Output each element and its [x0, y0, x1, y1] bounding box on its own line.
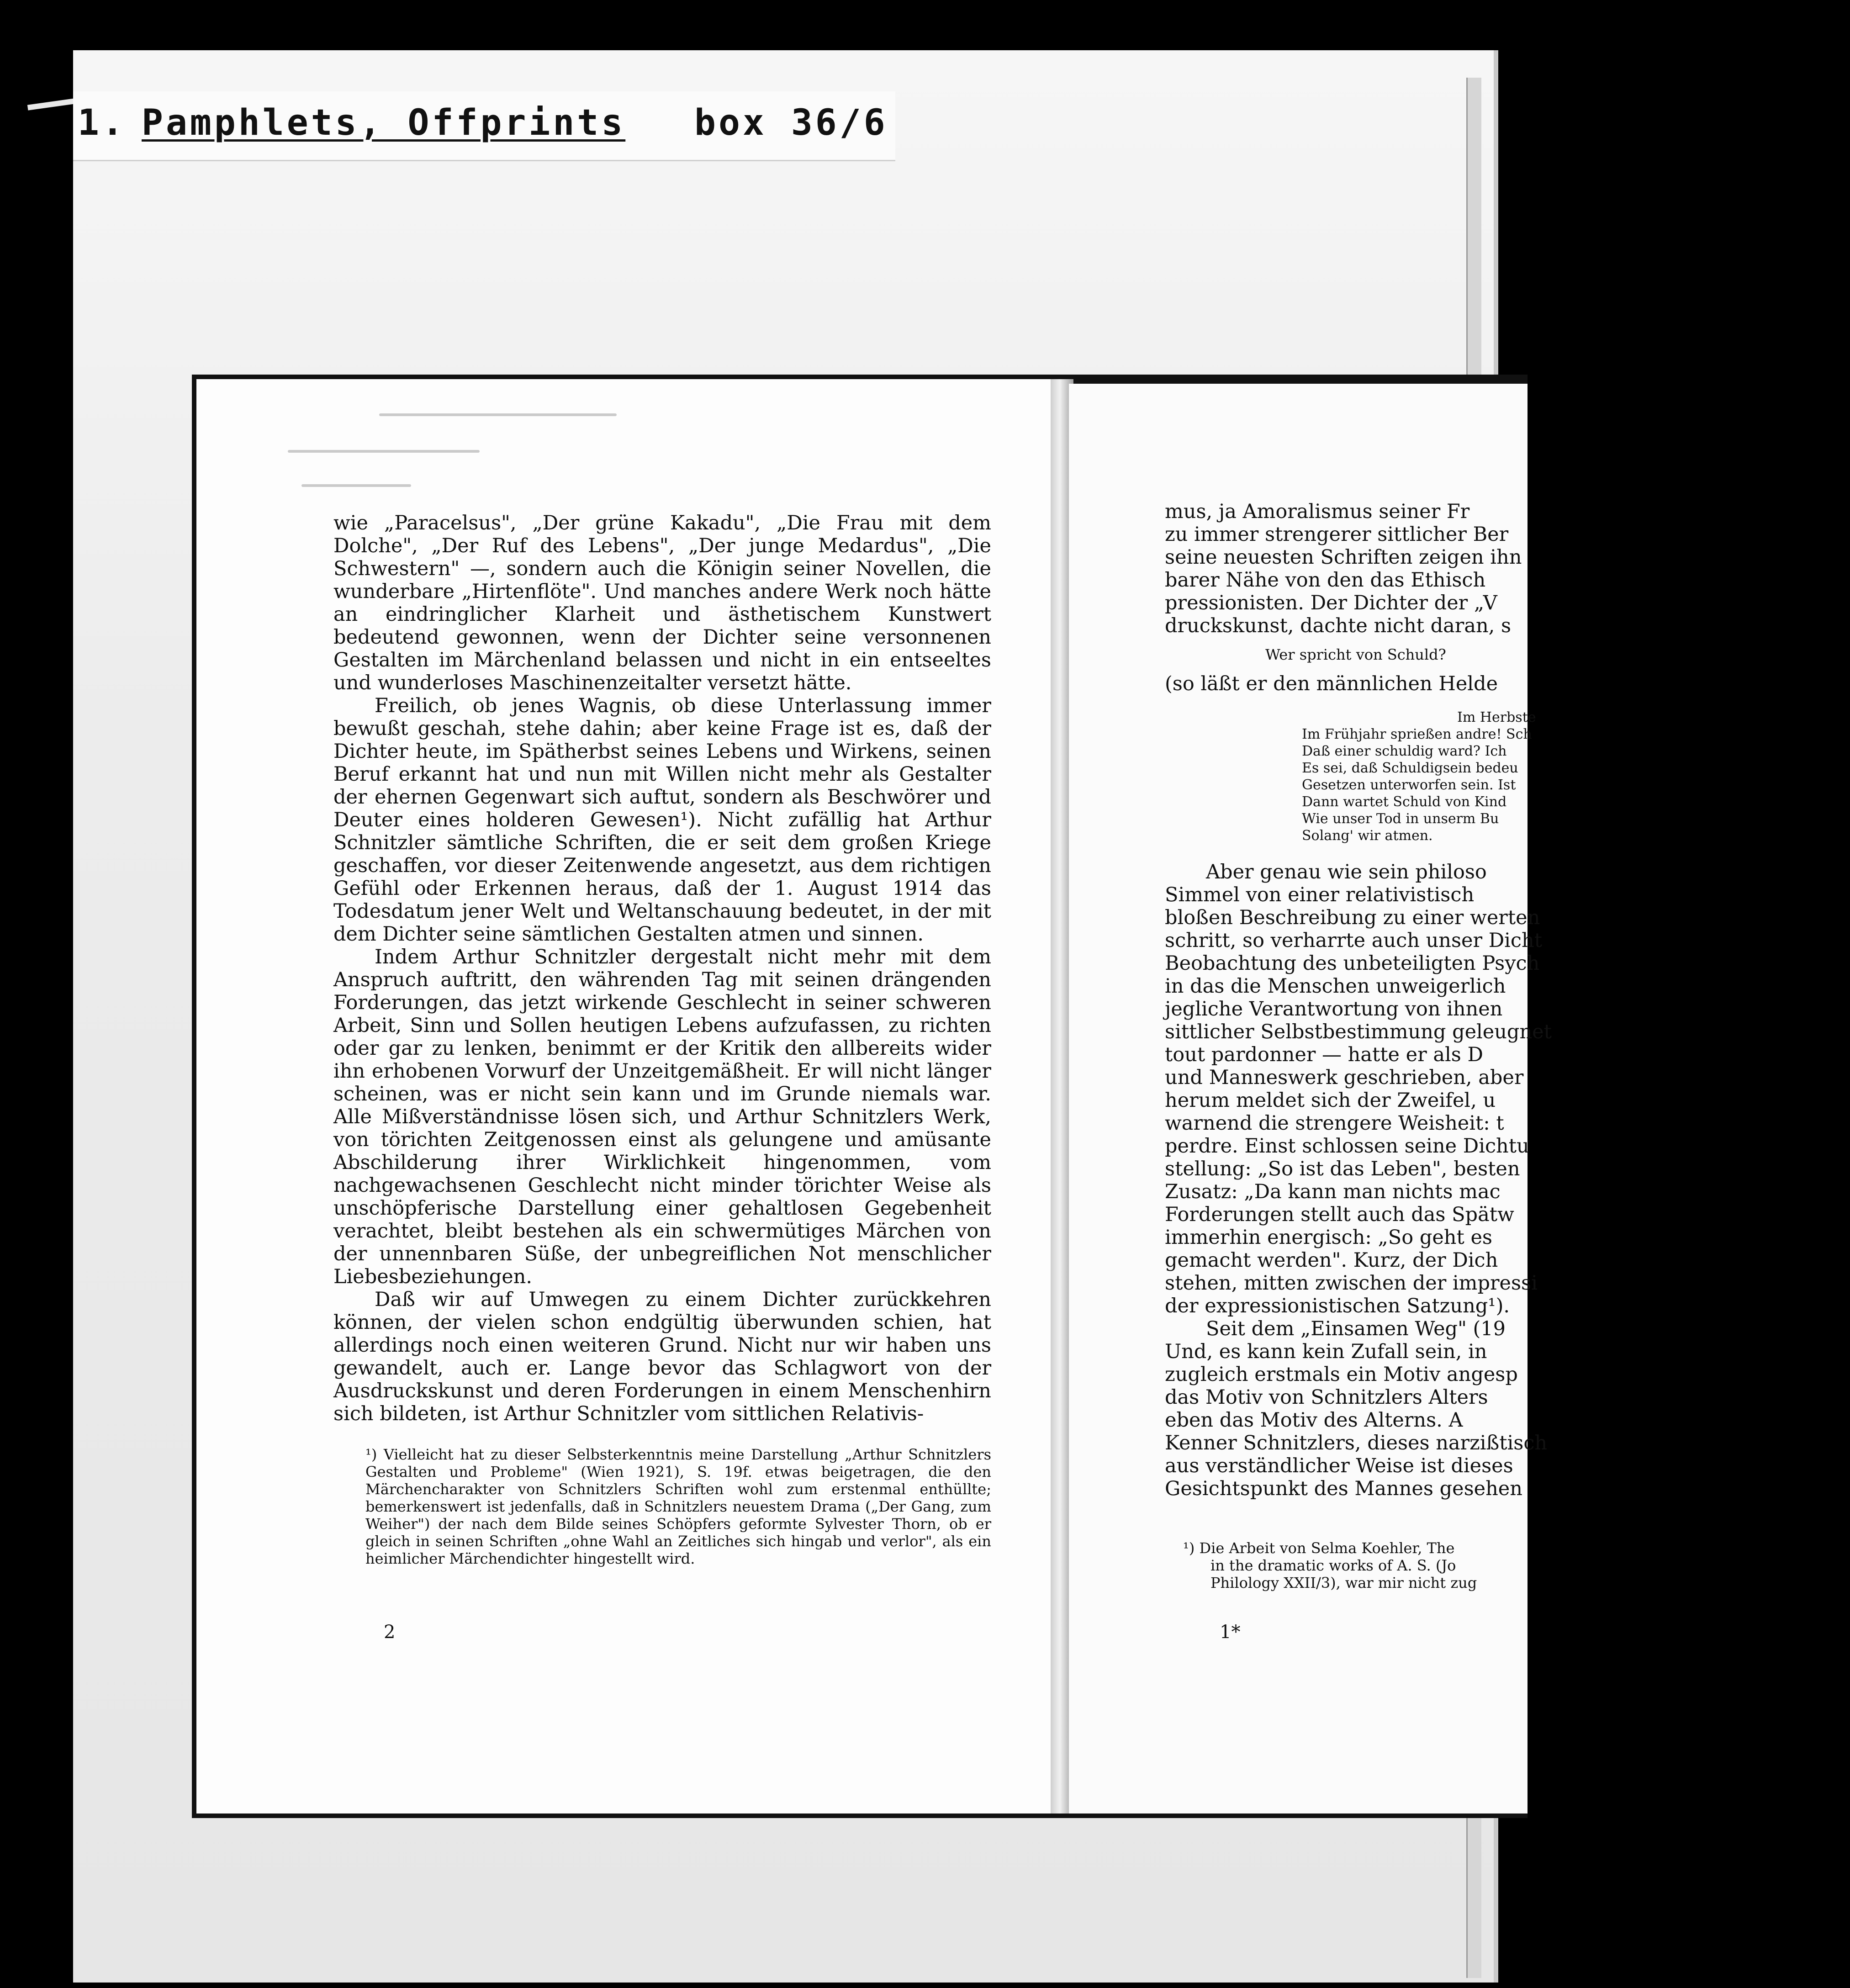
right-page: [1069, 384, 1552, 1814]
verse-line: Daß einer schuldig ward? Ich: [1302, 743, 1507, 759]
text-line: barer Nähe von den das Ethisch: [1165, 569, 1486, 592]
paragraph: Daß wir auf Umwegen zu einem Dichter zurückkehren können, der vielen schon endgültig überwunden schien, hat allerdings noch einen weiteren Grund. Nicht nur wir haben uns gewandelt, auch er. Lange bevor das Schlagwort von der Ausdruckskunst und deren Forderungen in einem Menschenhirn sich bildeten, ist Arthur Schnitzler vom sittlichen Relativis-: [333, 1288, 991, 1425]
verse-line: Im Frühjahr sprießen andre! Sch: [1302, 726, 1532, 742]
verse-line: Dann wartet Schuld von Kind: [1302, 794, 1507, 810]
text-line: Und, es kann kein Zufall sein, in: [1165, 1340, 1487, 1363]
verse-line: Es sei, daß Schuldigsein bedeu: [1302, 760, 1518, 776]
text-line: zugleich erstmals ein Motiv angesp: [1165, 1363, 1518, 1386]
left-page-number: 2: [384, 1622, 396, 1643]
text-line: schritt, so verharrte auch unser Dicht: [1165, 929, 1542, 952]
text-line: pressionisten. Der Dichter der „V: [1165, 592, 1497, 614]
text-line: mus, ja Amoralismus seiner Fr: [1165, 500, 1470, 523]
pencil-note: [379, 413, 617, 416]
left-footnote: ¹) Vielleicht hat zu dieser Selbsterkenntnis meine Darstellung „Arthur Schnitzlers Gestalten und Probleme" (Wien 1921), S. 19f. etwas beigetragen, die den Märchencharakter von Schnitzlers Schriften wohl zum erstenmal enthüllte; bemerkenswert ist jedenfalls, daß in Schnitzlers neuestem Drama („Der Gang, zum Weiher") der nach dem Bilde seines Schöpfers geformte Sylvester Thorn, ob er gleich in seinen Schriften „ohne Wahl an Zeitliches sich hingab und verlor", als ein heimlicher Märchendichter hingestellt wird.: [365, 1446, 991, 1567]
text-line: Simmel von einer relativistisch: [1165, 883, 1475, 906]
quote-line: Wer spricht von Schuld?: [1265, 646, 1446, 663]
text-line: eben das Motiv des Alterns. A: [1165, 1409, 1463, 1432]
footnote-line: ¹) Die Arbeit von Selma Koehler, The: [1183, 1539, 1455, 1557]
right-footnote: [1183, 1539, 1477, 1591]
text-line: perdre. Einst schlossen seine Dichtu: [1165, 1135, 1529, 1158]
text-line: zu immer strengerer sittlicher Ber: [1165, 523, 1509, 546]
text-line: herum meldet sich der Zweifel, u: [1165, 1089, 1496, 1112]
verse-line: Im Herbste: [1457, 709, 1536, 725]
left-page: [196, 379, 1055, 1814]
paragraph: wie „Paracelsus", „Der grüne Kakadu", „Die Frau mit dem Dolche", „Der Ruf des Lebens", „Der junge Medardus", „Die Schwestern" —, sondern auch die Königin seiner Novellen, die wunderbare „Hirtenflöte". Und manches andere Werk noch hätte an eindringlicher Klarheit und ästhetischem Kunstwert bedeutend gewonnen, wenn der Dichter seine versonnenen Gestalten im Märchenland belassen und nicht in ein entseeltes und wunderloses Maschinenzeitalter versetzt hätte.: [333, 512, 991, 694]
text-line: Forderungen stellt auch das Spätw: [1165, 1203, 1514, 1226]
text-line: Kenner Schnitzlers, dieses narzißtisch: [1165, 1432, 1548, 1454]
text-line: der expressionistischen Satzung¹).: [1165, 1295, 1510, 1317]
pencil-note: [288, 450, 480, 453]
text-line: Gesichtspunkt des Mannes gesehen: [1165, 1477, 1522, 1500]
text-line: sittlicher Selbstbestimmung geleugnet: [1165, 1020, 1552, 1043]
label-category: Pamphlets, Offprints: [142, 102, 626, 143]
left-text-column: [333, 512, 991, 1425]
text-line: Zusatz: „Da kann man nichts mac: [1165, 1180, 1501, 1203]
text-line: jegliche Verantwortung von ihnen: [1165, 998, 1503, 1020]
text-line: immerhin energisch: „So geht es: [1165, 1226, 1492, 1249]
verse-line: Wie unser Tod in unserm Bu: [1302, 811, 1499, 827]
text-line: stehen, mitten zwischen der impressi: [1165, 1272, 1538, 1295]
text-line: (so läßt er den männlichen Helde: [1165, 672, 1498, 695]
footnote-line: Philology XXII/3), war mir nicht zug: [1210, 1574, 1477, 1591]
text-line: und Manneswerk geschrieben, aber: [1165, 1066, 1524, 1089]
label-box: box 36/6: [694, 102, 888, 143]
text-line: Aber genau wie sein philoso: [1206, 861, 1487, 883]
text-line: Seit dem „Einsamen Weg" (19: [1206, 1317, 1506, 1340]
right-text-column: [1165, 500, 1850, 1500]
footnote-line: in the dramatic works of A. S. (Jo: [1210, 1557, 1456, 1574]
verse-line: Gesetzen unterworfen sein. Ist: [1302, 777, 1516, 793]
text-line: seine neuesten Schriften zeigen ihn: [1165, 546, 1522, 569]
text-line: Beobachtung des unbeteiligten Psych: [1165, 952, 1540, 975]
text-line: das Motiv von Schnitzlers Alters: [1165, 1386, 1488, 1409]
pencil-note: [301, 484, 411, 487]
text-line: tout pardonner — hatte er als D: [1165, 1043, 1483, 1066]
verse-line: Solang' wir atmen.: [1302, 828, 1433, 844]
right-page-number: 1*: [1220, 1622, 1241, 1643]
text-line: gemacht werden". Kurz, der Dich: [1165, 1249, 1498, 1272]
paragraph: Indem Arthur Schnitzler dergestalt nicht mehr mit dem Anspruch auftritt, den währenden Tag mit seinen drängenden Forderungen, das jetzt wirkende Geschlecht in seiner schweren Arbeit, Sinn und Sollen heutigen Lebens aufzufassen, zu richten oder gar zu lenken, benimmt er der Kritik den allbereits wider ihn erhobenen Vorwurf der Unzeitgemäßheit. Er will nicht länger scheinen, was er nicht sein kann und im Grunde niemals war. Alle Mißverständnisse lösen sich, und Arthur Schnitzlers Werk, von törichten Zeitgenossen einst als gelungene und amüsante Abschilderung ihrer Wirklichkeit hingenommen, vom nachgewachsenen Geschlecht nicht minder törichter Weise als unschöpferische Darstellung einer gehaltlosen Gegebenheit verachtet, bleibt bestehen als ein schwermütiges Märchen von der unnennbaren Süße, der unbegreiflichen Not menschlicher Liebesbeziehungen.: [333, 946, 991, 1288]
text-line: stellung: „So ist das Leben", besten: [1165, 1158, 1520, 1180]
text-line: aus verständlicher Weise ist dieses: [1165, 1454, 1513, 1477]
text-line: warnend die strengere Weisheit: t: [1165, 1112, 1504, 1135]
text-line: in das die Menschen unweigerlich: [1165, 975, 1506, 998]
text-line: bloßen Beschreibung zu einer werten: [1165, 906, 1540, 929]
archive-label: [73, 91, 895, 161]
label-number: 1.: [78, 102, 126, 143]
text-line: druckskunst, dachte nicht daran, s: [1165, 614, 1512, 637]
paragraph: Freilich, ob jenes Wagnis, ob diese Unterlassung immer bewußt geschah, stehe dahin; aber keine Frage ist es, daß der Dichter heute, im Spätherbst seines Lebens und Wirkens, seinen Beruf erkannt hat und nun mit Willen nicht mehr als Gestalter der ehernen Gegenwart sich auftut, sondern als Beschwörer und Deuter eines holderen Gewesen¹). Nicht zufällig hat Arthur Schnitzler sämtliche Schriften, die er seit dem großen Kriege geschaffen, vor dieser Zeitenwende angesetzt, aus dem richtigen Gefühl oder Erkennen heraus, daß der 1. August 1914 das Todesdatum jener Welt und Weltanschauung bedeutet, in der mit dem Dichter seine sämtlichen Gestalten atmen und sinnen.: [333, 694, 991, 946]
